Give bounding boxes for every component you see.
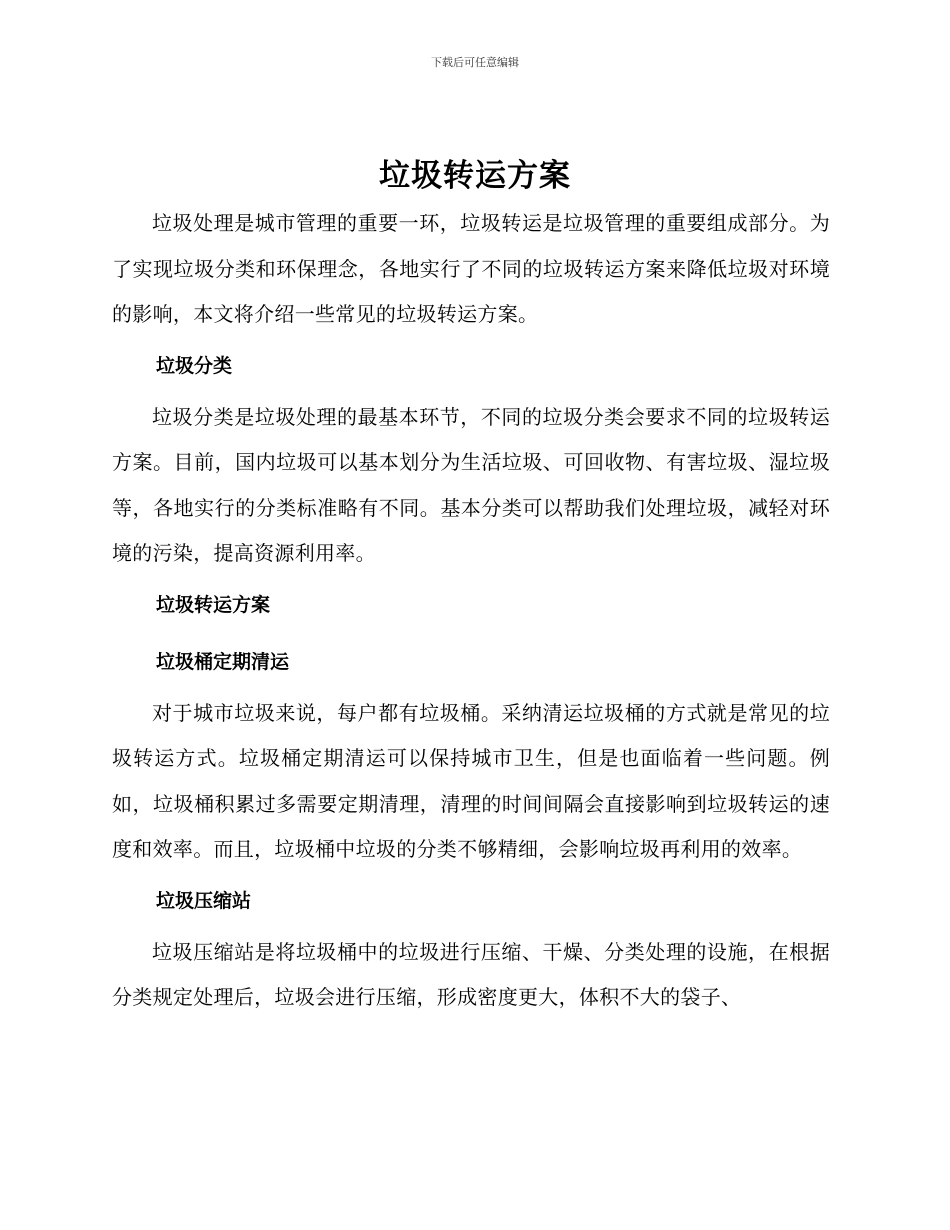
section-heading-sorting: 垃圾分类 xyxy=(156,354,233,377)
sorting-paragraph: 垃圾分类是垃圾处理的最基本环节，不同的垃圾分类会要求不同的垃圾转运方案。目前，国内垃圾可以基本划分为生活垃圾、可回收物、有害垃圾、湿垃圾等，各地实行的分类标准略有不同。基本分类可以帮助我们处理垃圾，减轻对环境的污染，提高资源利用率。 xyxy=(112,404,830,565)
compress-paragraph: 垃圾压缩站是将垃圾桶中的垃圾进行压缩、干燥、分类处理的设施，在根据分类规定处理后，垃圾会进行压缩，形成密度更大，体积不大的袋子、 xyxy=(112,939,830,1009)
subsection-heading-bins: 垃圾桶定期清运 xyxy=(156,650,290,673)
header-note: 下载后可任意编辑 xyxy=(431,56,519,69)
bins-paragraph: 对于城市垃圾来说，每户都有垃圾桶。采纳清运垃圾桶的方式就是常见的垃圾转运方式。垃圾桶定期清运可以保持城市卫生，但是也面临着一些问题。例如，垃圾桶积累过多需要定期清理，清理的时间间隔会直接影响到垃圾转运的速度和效率。而且，垃圾桶中垃圾的分类不够精细，会影响垃圾再利用的效率。 xyxy=(112,700,830,861)
section-heading-transport: 垃圾转运方案 xyxy=(156,593,271,616)
intro-paragraph: 垃圾处理是城市管理的重要一环，垃圾转运是垃圾管理的重要组成部分。为了实现垃圾分类和环保理念，各地实行了不同的垃圾转运方案来降低垃圾对环境的影响，本文将介绍一些常见的垃圾转运方案。 xyxy=(112,211,830,326)
subsection-heading-compress: 垃圾压缩站 xyxy=(156,889,252,912)
document-title: 垃圾转运方案 xyxy=(379,158,571,194)
document-body xyxy=(112,201,830,1021)
